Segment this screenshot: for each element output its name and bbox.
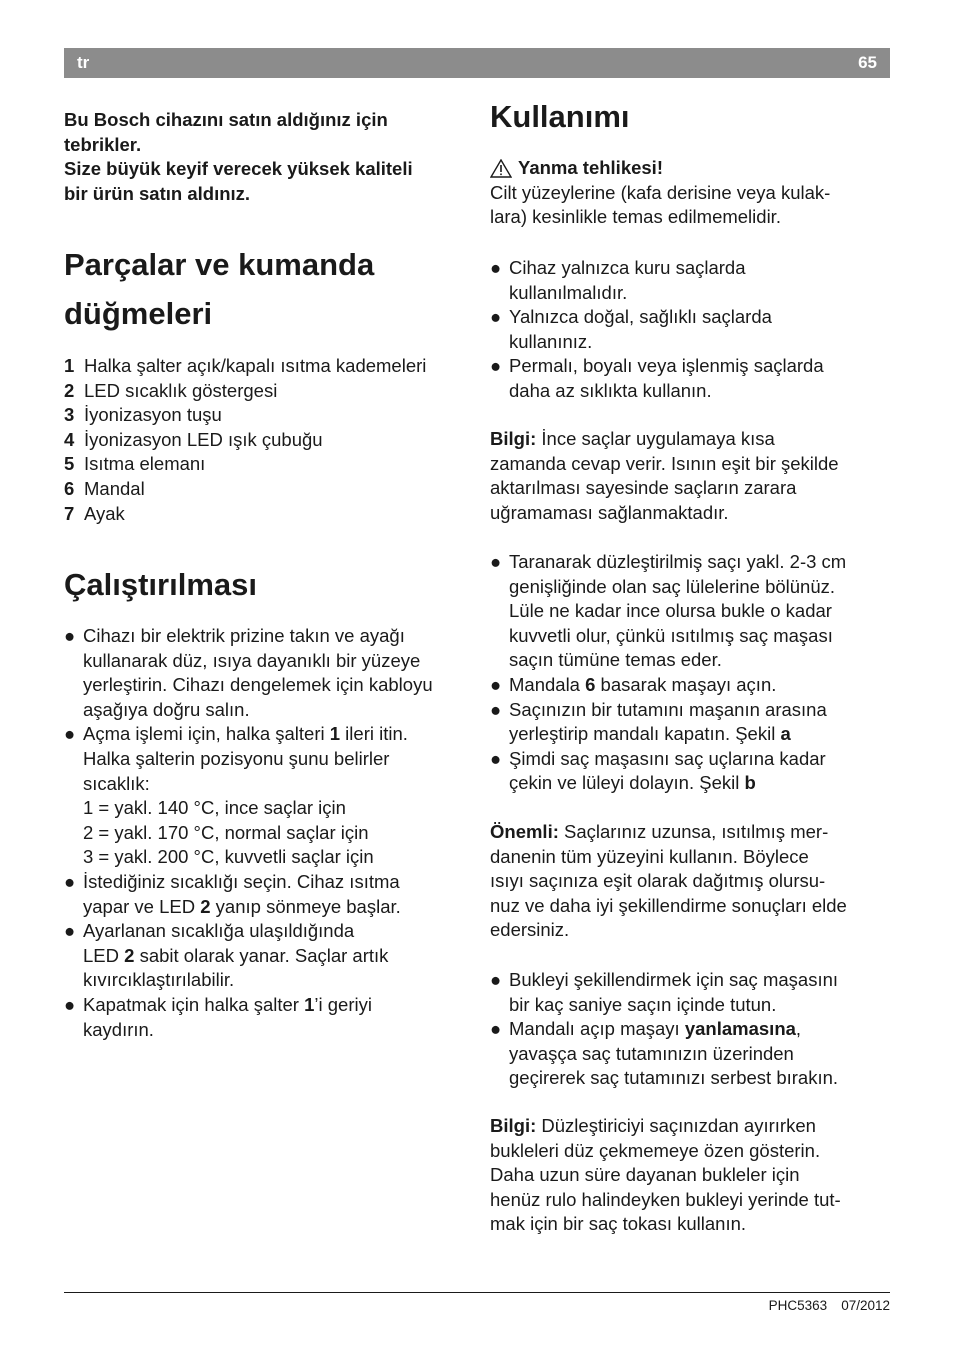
text-part: Kapatmak için halka şalter xyxy=(83,993,305,1015)
text-line: nuz ve daha iyi şekillendirme sonuçları elde xyxy=(490,894,847,916)
text-line xyxy=(509,1017,890,1042)
text-line: danenin tüm yüzeyini kullanın. Böylece xyxy=(490,845,809,867)
text-part: LED xyxy=(83,944,125,966)
text-line: bir kaç saniye saçın içinde tutun. xyxy=(509,993,777,1015)
text-line: Halka şalterin pozisyonu şunu belirler xyxy=(83,747,390,769)
parts-list xyxy=(64,354,466,526)
text-line: uğramaması sağlanmaktadır. xyxy=(490,501,729,523)
warning-title: Yanma tehlikesi! xyxy=(518,157,663,178)
text-line: 2 = yakl. 170 °C, normal saçlar için xyxy=(83,821,369,843)
info-label: Bilgi: xyxy=(490,428,537,449)
usage-list-2 xyxy=(490,550,890,796)
intro-line: tebrikler. xyxy=(64,133,142,155)
list-item xyxy=(490,673,890,698)
text-part: Açma işlemi için, halka şalteri xyxy=(83,723,330,745)
list-item xyxy=(64,428,466,453)
text-line: kullanarak düz, ısıya dayanıklı bir yüzeye xyxy=(83,649,421,671)
text-part: Düzleştiriciyi saçınızdan ayırırken xyxy=(536,1115,816,1136)
text-line xyxy=(83,722,466,747)
list-item xyxy=(64,870,466,919)
text-part: çekin ve lüleyi dolayın. Şekil xyxy=(509,772,745,794)
list-item xyxy=(64,354,466,379)
item-number: 7 xyxy=(64,502,75,524)
text-part: basarak maşayı açın. xyxy=(595,673,777,695)
item-number: 4 xyxy=(64,428,75,450)
text-line: 3 = yakl. 200 °C, kuvvetli saçlar için xyxy=(83,846,374,868)
text-line: kullanınız. xyxy=(509,330,593,352)
parts-title xyxy=(64,240,466,338)
bullet-icon: ● xyxy=(64,993,76,1015)
text-line xyxy=(509,722,890,747)
text-line: Permalı, boyalı veya işlenmiş saçlarda xyxy=(509,355,824,377)
usage-list-3 xyxy=(490,968,890,1091)
bullet-icon: ● xyxy=(64,723,76,745)
list-item xyxy=(490,354,890,403)
text-line: kuvvetli olur, çünkü ısıtılmış saç maşası xyxy=(509,624,833,646)
text-line: 1 = yakl. 140 °C, ince saçlar için xyxy=(83,797,346,819)
bullet-icon: ● xyxy=(490,1018,502,1040)
warning-icon xyxy=(490,159,512,178)
text-line: Cihazı bir elektrik prizine takın ve ayağı xyxy=(83,625,405,646)
text-line: Taranarak düzleştirilmiş saçı yakl. 2-3 cm xyxy=(509,551,847,572)
bullet-icon: ● xyxy=(64,625,76,646)
text-part: Mandala xyxy=(509,673,586,695)
usage-title: Kullanımı xyxy=(490,99,630,134)
warning-block xyxy=(490,156,890,230)
list-item xyxy=(490,305,890,354)
list-item xyxy=(64,477,466,502)
info-label: Bilgi: xyxy=(490,1115,537,1136)
text-line xyxy=(509,771,890,796)
figure-ref: a xyxy=(780,723,791,745)
text-line: Daha uzun süre dayanan bukleler için xyxy=(490,1164,800,1186)
text-line: sıcaklık: xyxy=(83,772,150,794)
list-item xyxy=(64,722,466,870)
text-part: ’i geriyi xyxy=(314,993,372,1015)
text-line: Cihaz yalnızca kuru saçlarda xyxy=(509,257,746,278)
important-note xyxy=(490,820,890,943)
figure-ref: b xyxy=(744,772,756,794)
text-line: mak için bir saç tokası kullanın. xyxy=(490,1213,747,1235)
text-line: kaydırın. xyxy=(83,1018,154,1040)
text-line xyxy=(490,427,890,452)
page-number: 65 xyxy=(858,53,877,72)
parts-title-line: düğmeleri xyxy=(64,296,213,331)
intro-line: Size büyük keyif verecek yüksek kaliteli xyxy=(64,158,413,180)
item-text: Ayak xyxy=(84,502,125,524)
item-text: Halka şalter açık/kapalı ısıtma kademeleri xyxy=(84,355,427,376)
text-line: kullanılmalıdır. xyxy=(509,281,628,303)
text-line: Saçınızın bir tutamını maşanın arasına xyxy=(509,698,827,720)
header-bar xyxy=(64,48,890,78)
list-item xyxy=(64,379,466,404)
list-item xyxy=(64,502,466,527)
text-part: yanıp sönmeye başlar. xyxy=(210,895,401,917)
info-note-2 xyxy=(490,1114,890,1237)
text-part: yerleştirip mandalı kapatın. Şekil xyxy=(509,723,781,745)
text-part: sabit olarak yanar. Saçlar artık xyxy=(134,944,389,966)
text-line xyxy=(83,993,466,1018)
list-item xyxy=(490,256,890,305)
text-line: İstediğiniz sıcaklığı seçin. Cihaz ısıtma xyxy=(83,870,400,892)
footer-divider xyxy=(64,1292,890,1293)
bullet-icon: ● xyxy=(490,257,502,278)
item-number: 3 xyxy=(64,404,75,426)
list-item xyxy=(64,993,466,1042)
parts-title-line: Parçalar ve kumanda xyxy=(64,247,375,282)
text-line: Bukleyi şekillendirmek için saç maşasını xyxy=(509,969,839,990)
text-line: genişliğinde olan saç lülelerine bölünüz. xyxy=(509,575,836,597)
item-text: İyonizasyon LED ışık çubuğu xyxy=(84,428,323,450)
text-line: lara) kesinlikle temas edilmemelidir. xyxy=(490,206,781,228)
text-line: henüz rulo halindeyken bukleyi yerinde tut- xyxy=(490,1188,841,1210)
bullet-icon: ● xyxy=(490,551,502,572)
ref-number: 2 xyxy=(124,944,135,966)
ref-number: 2 xyxy=(200,895,211,917)
item-text: Mandal xyxy=(84,477,145,499)
text-line: Yalnızca doğal, sağlıklı saçlarda xyxy=(509,306,772,328)
footer xyxy=(769,1297,890,1315)
text-line xyxy=(509,673,890,698)
text-part: ileri itin. xyxy=(340,723,408,745)
info-note-1 xyxy=(490,427,890,525)
ref-number: 1 xyxy=(304,993,315,1015)
bullet-icon: ● xyxy=(490,673,502,695)
list-item xyxy=(490,747,890,796)
bullet-icon: ● xyxy=(64,920,76,942)
footer-date: 07/2012 xyxy=(841,1298,890,1313)
emphasis: yanlamasına xyxy=(684,1018,796,1040)
text-part: Mandalı açıp maşayı xyxy=(509,1018,685,1040)
text-part: , xyxy=(795,1018,802,1040)
ref-number: 6 xyxy=(585,673,596,695)
list-item xyxy=(64,452,466,477)
text-part: Saçlarınız uzunsa, ısıtılmış mer- xyxy=(558,821,829,842)
text-line: Şimdi saç maşasını saç uçlarına kadar xyxy=(509,747,826,769)
list-item xyxy=(64,403,466,428)
bullet-icon: ● xyxy=(490,969,502,990)
item-number: 6 xyxy=(64,477,75,499)
text-line: edersiniz. xyxy=(490,919,570,941)
text-line: Cilt yüzeylerine (kafa derisine veya kulak- xyxy=(490,181,831,203)
text-line: aktarılması sayesinde saçların zarara xyxy=(490,477,797,499)
bullet-icon: ● xyxy=(490,355,502,377)
warning-heading xyxy=(490,156,890,181)
language-code: tr xyxy=(77,53,90,72)
list-item xyxy=(490,1017,890,1091)
text-line xyxy=(490,1114,890,1139)
item-text: LED sıcaklık göstergesi xyxy=(84,379,278,401)
list-item xyxy=(490,698,890,747)
text-line: ısıyı saçınıza eşit olarak dağıtmış olursu- xyxy=(490,870,826,892)
text-line xyxy=(490,820,890,845)
text-part: İnce saçlar uygulamaya kısa xyxy=(536,428,775,449)
list-item xyxy=(64,624,466,722)
model-number: PHC5363 xyxy=(768,1298,828,1313)
bullet-icon: ● xyxy=(64,870,76,892)
item-number: 2 xyxy=(64,379,75,401)
operation-list xyxy=(64,624,466,1042)
text-line: daha az sıklıkta kullanın. xyxy=(509,379,712,401)
list-item xyxy=(64,919,466,993)
item-text: Isıtma elemanı xyxy=(84,453,206,475)
item-text: İyonizasyon tuşu xyxy=(84,404,222,426)
text-line: aşağıya doğru salın. xyxy=(83,698,250,720)
important-label: Önemli: xyxy=(490,821,559,842)
intro-text xyxy=(64,108,464,206)
bullet-icon: ● xyxy=(490,747,502,769)
list-item xyxy=(490,968,890,1017)
usage-list-1 xyxy=(490,256,890,404)
text-part: yapar ve LED xyxy=(83,895,201,917)
bullet-icon: ● xyxy=(490,698,502,720)
item-number: 5 xyxy=(64,453,75,475)
text-line: yavaşça saç tutamınızın üzerinden xyxy=(509,1042,794,1064)
operation-title: Çalıştırılması xyxy=(64,567,257,602)
text-line: zamanda cevap verir. Isının eşit bir şekilde xyxy=(490,452,839,474)
intro-line: bir ürün satın aldınız. xyxy=(64,182,251,204)
text-line: kıvırcıklaştırılabilir. xyxy=(83,969,235,991)
text-line: saçın tümüne temas eder. xyxy=(509,649,722,671)
ref-number: 1 xyxy=(329,723,341,745)
bullet-icon: ● xyxy=(490,306,502,328)
text-line: yerleştirin. Cihazı dengelemek için kabloyu xyxy=(83,674,433,696)
item-number: 1 xyxy=(64,355,75,376)
intro-line: Bu Bosch cihazını satın aldığınız için xyxy=(64,109,388,130)
text-line: Ayarlanan sıcaklığa ulaşıldığında xyxy=(83,920,355,942)
text-line: bukleleri düz çekmemeye özen gösterin. xyxy=(490,1139,821,1161)
parts-section xyxy=(64,240,466,338)
text-line xyxy=(83,944,466,969)
list-item xyxy=(490,550,890,673)
text-line: Lüle ne kadar ince olursa bukle o kadar xyxy=(509,600,832,622)
text-line: geçirerek saç tutamınızı serbest bırakın. xyxy=(509,1067,839,1089)
text-line xyxy=(83,895,466,920)
